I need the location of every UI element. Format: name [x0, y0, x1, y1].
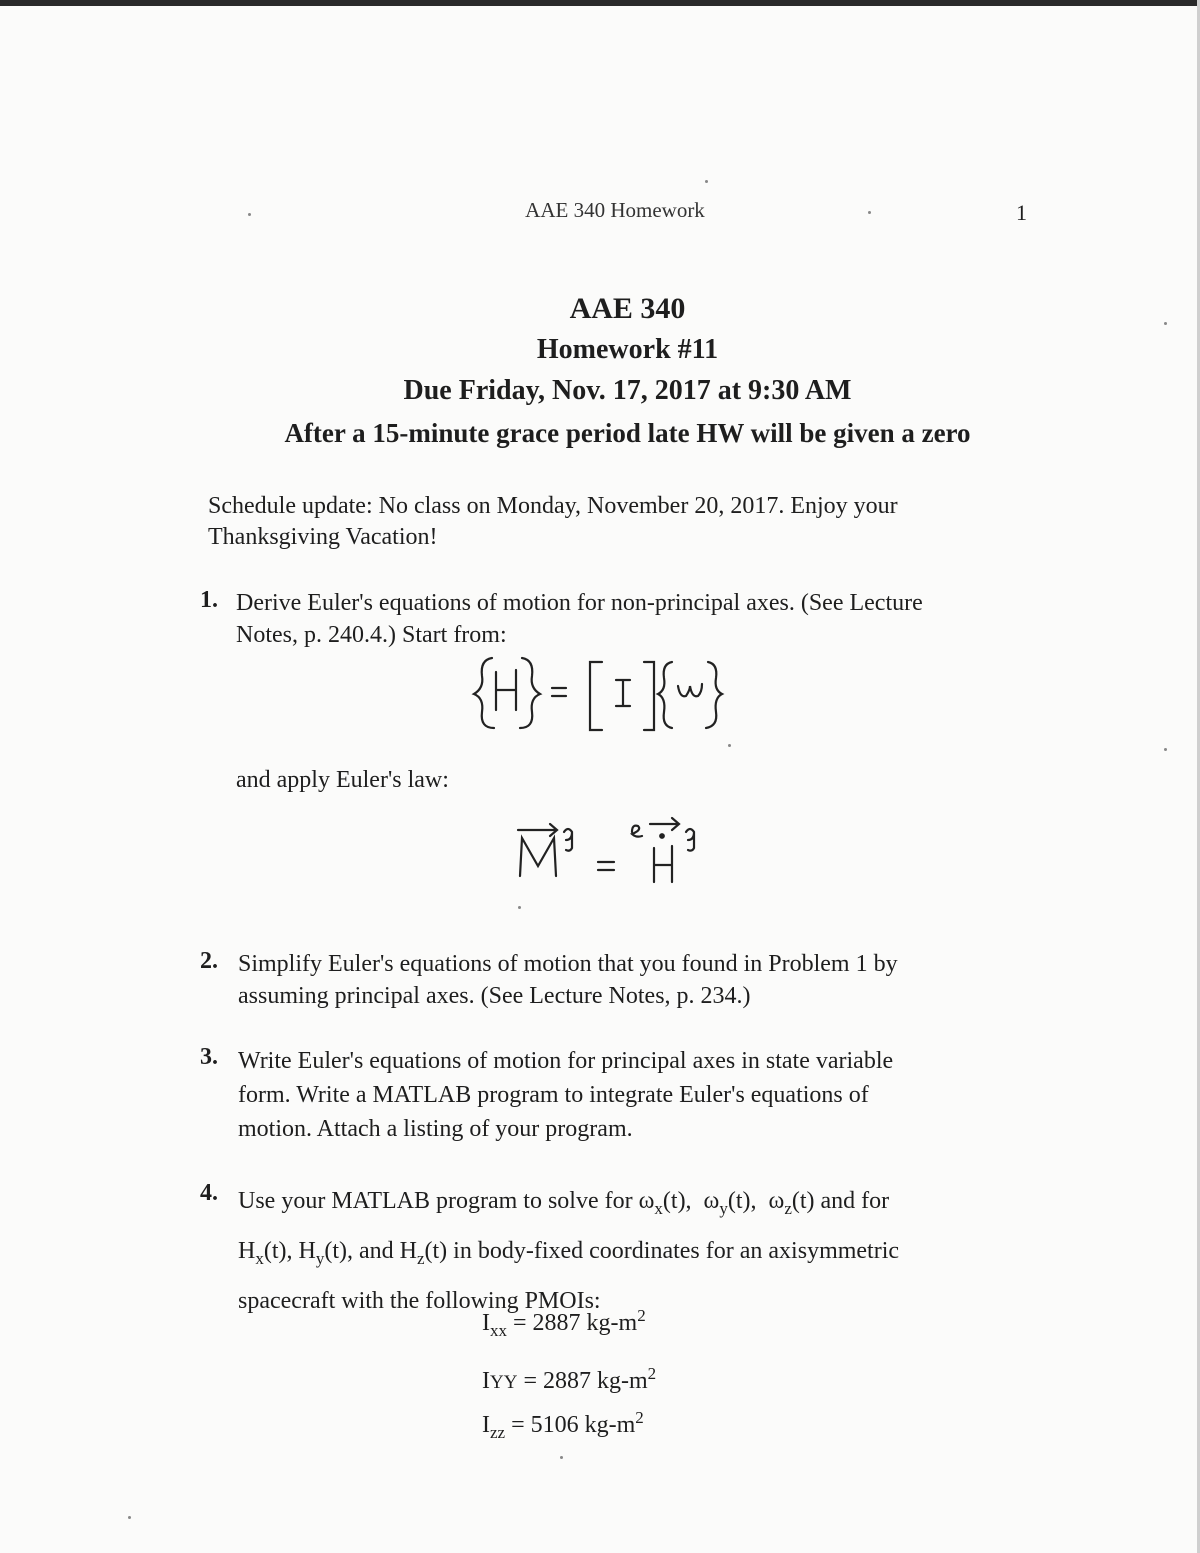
problem-line: Notes, p. 240.4.) Start from:: [236, 622, 507, 648]
pmoi-exponent: 2: [647, 1364, 657, 1383]
pmoi-subscript: YY: [490, 1372, 518, 1393]
scan-speck: [1164, 748, 1167, 751]
pmoi-exponent: 2: [637, 1306, 646, 1325]
problem-line: Simplify Euler's equations of motion that you found in Problem 1 by: [238, 951, 898, 977]
problem-number: 1.: [200, 587, 218, 613]
problem-line: Write Euler's equations of motion for principal axes in state variable: [238, 1048, 894, 1074]
pmoi-value: = 5106 kg-m: [511, 1412, 636, 1438]
problem-line: $H_x(t)$, $H_y(t)$, and $H_z(t)$ in body-fixed coordinates for an axisymmetric: [238, 1237, 900, 1268]
problem-line: motion. Attach a listing of your program.: [238, 1116, 633, 1142]
scan-speck: [705, 180, 708, 183]
problem-line: assuming principal axes. (See Lecture Notes, p. 234.): [238, 983, 751, 1009]
pmoi-symbol: I: [482, 1310, 490, 1336]
problem-line-tail: in body-fixed coordinates for an axisymmetric: [447, 1237, 900, 1264]
handwritten-equation-m-equals-h-dot: [500, 810, 740, 890]
due-date: Due Friday, Nov. 17, 2017 at 9:30 AM: [403, 375, 852, 406]
assignment-title: Homework #11: [536, 334, 719, 365]
problem-line-end: and for: [820, 1188, 890, 1214]
problem-line: Derive Euler's equations of motion for non-principal axes. (See Lecture: [236, 590, 923, 616]
page-number: 1: [1016, 200, 1027, 225]
scan-speck: [728, 744, 731, 747]
pmoi-symbol: I: [482, 1368, 490, 1394]
problem-2-text: [238, 948, 1038, 1012]
late-policy: After a 15-minute grace period late HW will be given a zero: [284, 418, 971, 448]
problem-line: spacecraft with the following PMOIs:: [238, 1287, 601, 1314]
problem-line: form. Write a MATLAB program to integrate Euler's equations of: [238, 1082, 869, 1108]
pmoi-ixx: [482, 1306, 646, 1341]
pmoi-subscript: xx: [490, 1320, 507, 1340]
course-title: AAE 340: [569, 292, 686, 325]
apply-euler-law-text: and apply Euler's law:: [236, 767, 449, 793]
pmoi-value: = 2887 kg-m: [523, 1368, 648, 1394]
problem-line: Use your MATLAB program to solve for $\omega_x(t)$, $\omega_y(t)$, $\omega_z(t)$ and for: [238, 1188, 890, 1218]
problem-number: 2.: [200, 948, 218, 974]
pmoi-exponent: 2: [635, 1408, 644, 1427]
scan-top-border: [0, 0, 1200, 6]
problem-line-start: Use your MATLAB program to solve for: [238, 1188, 639, 1214]
pmoi-izz: [482, 1408, 644, 1443]
schedule-line: Schedule update: No class on Monday, November 20, 2017. Enjoy your: [208, 493, 898, 519]
scan-speck: [560, 1456, 563, 1459]
problem-4-text: [238, 1180, 1058, 1322]
scan-speck: [128, 1516, 131, 1519]
running-header-title: AAE 340 Homework: [525, 198, 705, 222]
problem-3-text: [238, 1044, 1038, 1146]
pmoi-symbol: I: [482, 1412, 490, 1438]
handwritten-equation-h-equals-i-omega: [440, 640, 760, 740]
scan-speck: [518, 906, 521, 909]
schedule-note: [208, 491, 1028, 553]
pmoi-value: = 2887 kg-m: [513, 1310, 638, 1336]
pmoi-iyy: [482, 1364, 656, 1395]
schedule-line: Thanksgiving Vacation!: [208, 524, 438, 550]
problem-number: 4.: [200, 1180, 218, 1206]
problem-number: 3.: [200, 1044, 218, 1070]
pmoi-subscript: zz: [490, 1422, 506, 1442]
